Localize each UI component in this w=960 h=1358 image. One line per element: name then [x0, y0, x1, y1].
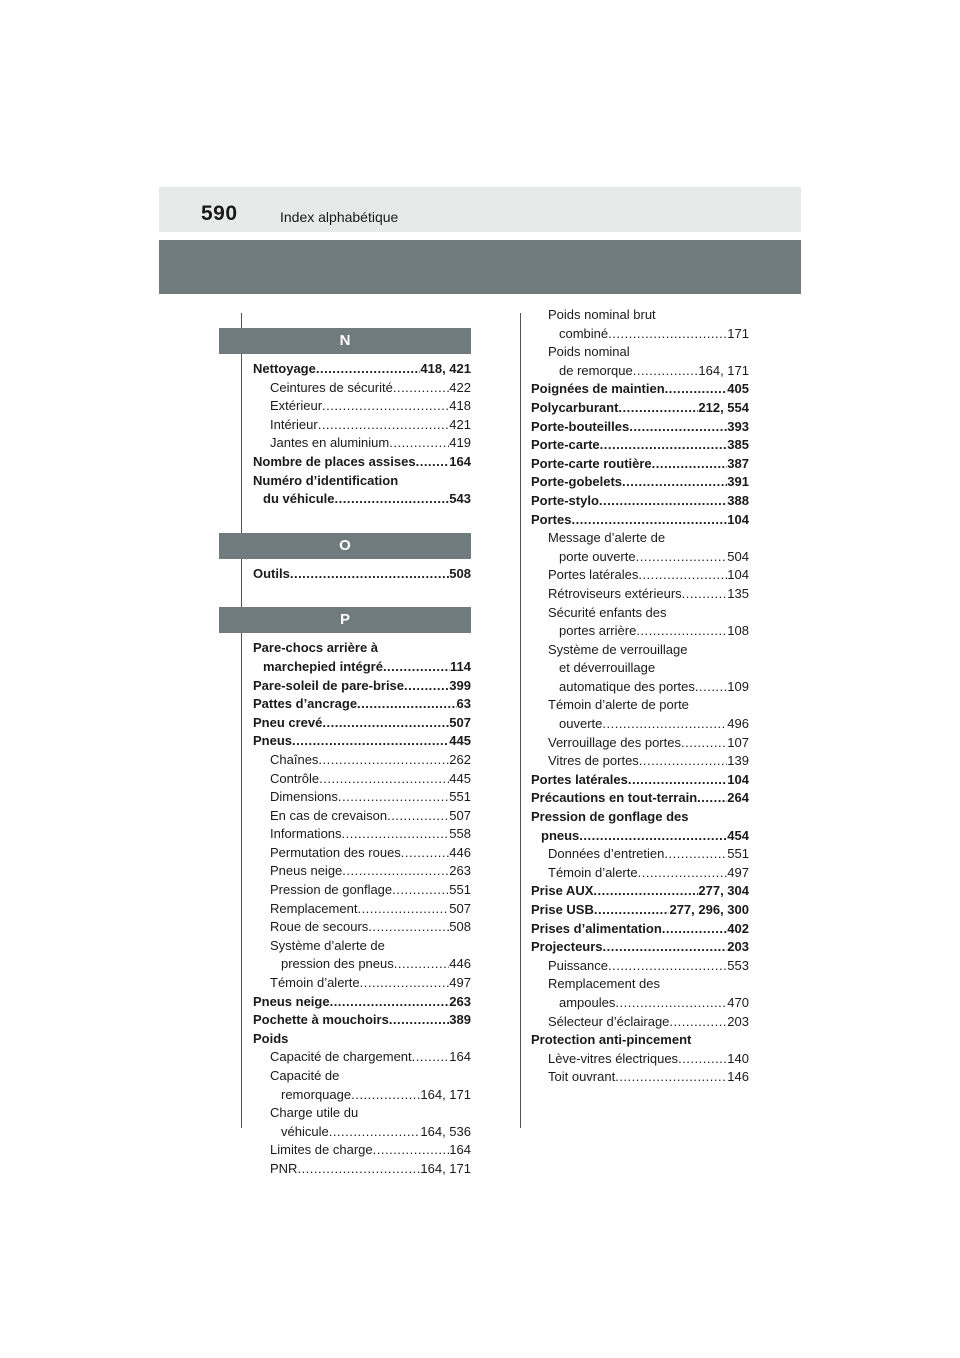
index-entry-page: 507	[449, 900, 471, 916]
leader-dots	[603, 938, 728, 957]
index-entry-label: pneus	[541, 827, 580, 843]
index-entry	[253, 565, 471, 584]
index-entry	[531, 1013, 749, 1032]
index-entry	[253, 788, 471, 807]
leader-dots	[599, 492, 727, 511]
index-entry-page: 418, 421	[420, 361, 471, 376]
index-entry	[253, 807, 471, 826]
index-entry-label: Polycarburant	[531, 399, 619, 415]
index-entry-label: Sélecteur d’éclairage	[548, 1013, 670, 1029]
index-entry	[531, 380, 749, 399]
index-entry-label: Extérieur	[270, 398, 323, 414]
index-entry-heading: Capacité de	[270, 1068, 340, 1083]
index-entry-label: Données d’entretien	[548, 846, 665, 862]
leader-dots	[608, 957, 727, 976]
index-entry-page: 551	[449, 882, 471, 898]
index-entry-heading: Protection anti-pincement	[531, 1032, 692, 1048]
index-entry-page: 277, 296, 300	[669, 902, 749, 917]
index-entry	[531, 827, 749, 846]
index-entry-label: Prise AUX	[531, 883, 594, 899]
leader-dots	[652, 455, 728, 474]
index-entry	[531, 938, 749, 957]
leader-dots	[357, 900, 449, 919]
leader-dots	[695, 678, 727, 697]
leader-dots	[579, 827, 727, 846]
index-entry-page: 504	[727, 548, 749, 564]
index-entry-label: véhicule	[281, 1123, 329, 1139]
index-entry-page: 446	[449, 844, 471, 860]
leader-dots	[608, 325, 727, 344]
index-entry-page: 164, 536	[420, 1123, 471, 1139]
index-entry	[531, 492, 749, 511]
index-entry	[253, 862, 471, 881]
index-entry	[253, 397, 471, 416]
page-number: 590	[201, 202, 238, 225]
leader-dots	[393, 379, 449, 398]
index-entry-label: Pneus neige	[270, 863, 343, 879]
index-entry	[253, 1048, 471, 1067]
index-entry-page: 171	[727, 325, 749, 341]
header-color-band	[159, 240, 801, 294]
leader-dots	[669, 1013, 727, 1032]
leader-dots	[636, 548, 728, 567]
index-entry-page: 164	[449, 1049, 471, 1065]
index-entry-label: Nombre de places assises	[253, 453, 416, 469]
index-entry-label: Prises d’alimentation	[531, 920, 662, 936]
index-entry-label: Rétroviseurs extérieurs	[548, 585, 682, 601]
index-entry-page: 508	[449, 565, 471, 581]
index-entry-label: porte ouverte	[559, 548, 636, 564]
index-entry	[531, 957, 749, 976]
leader-dots	[629, 418, 727, 437]
index-entry-label: Portes	[531, 511, 572, 527]
header-band	[159, 187, 801, 232]
leader-dots	[389, 434, 449, 453]
index-entry	[253, 881, 471, 900]
leader-dots	[319, 770, 449, 789]
leader-dots	[636, 622, 727, 641]
index-entry	[253, 1011, 471, 1030]
index-entry	[253, 844, 471, 863]
index-entry-page: 388	[727, 492, 749, 508]
leader-dots	[394, 955, 450, 974]
index-entry-page: 164, 171	[420, 1086, 471, 1102]
leader-dots	[682, 585, 728, 604]
index-entry-heading: Poids nominal	[548, 344, 630, 360]
index-entry-page: 277, 304	[698, 883, 749, 899]
index-entry	[253, 993, 471, 1012]
index-entry-page: 389	[449, 1012, 471, 1028]
leader-dots	[290, 565, 449, 584]
leader-dots	[681, 734, 727, 753]
index-entry	[531, 325, 749, 344]
index-entry-label: Permutation des roues	[270, 844, 401, 860]
index-entry	[531, 715, 749, 734]
index-entry-label: Chaînes	[270, 751, 319, 767]
index-entry-page: 445	[449, 770, 471, 786]
index-entry	[531, 436, 749, 455]
leader-dots	[622, 473, 727, 492]
index-entry-page: 203	[727, 939, 749, 955]
index-entry-page: 551	[727, 846, 749, 862]
index-entry-page: 507	[449, 714, 471, 730]
column-divider	[520, 313, 521, 1128]
index-entry	[253, 770, 471, 789]
leader-dots	[368, 918, 449, 937]
index-entry	[253, 974, 471, 993]
index-entry	[253, 955, 471, 974]
index-entry	[253, 453, 471, 472]
index-entry	[531, 418, 749, 437]
index-entry-page: 262	[449, 751, 471, 767]
leader-dots	[318, 751, 449, 770]
index-entry-page: 114	[450, 658, 471, 674]
index-entry-page: 405	[727, 381, 749, 397]
index-entry-page: 454	[727, 827, 749, 843]
index-entry-page: 164	[449, 453, 471, 469]
index-entry-label: Jantes en aluminium	[270, 435, 390, 451]
index-entry-page: 497	[449, 975, 471, 991]
index-entry-label: de remorque	[559, 362, 633, 378]
index-entry-page: 445	[449, 733, 471, 749]
index-entry-page: 263	[449, 863, 471, 879]
section-header: P	[219, 607, 471, 633]
index-entry-page: 391	[727, 474, 749, 490]
leader-dots	[338, 788, 449, 807]
index-entry	[531, 511, 749, 530]
index-entry-label: Nettoyage	[253, 361, 316, 376]
index-entry-label: Pneus neige	[253, 993, 330, 1009]
index-entry-label: Poignées de maintien	[531, 381, 665, 397]
index-entry-label: Informations	[270, 826, 342, 842]
leader-dots	[594, 901, 670, 920]
index-entry	[253, 732, 471, 751]
index-entry-label: Pneu crevé	[253, 714, 323, 730]
page-title: Index alphabétique	[280, 209, 399, 225]
section-header: O	[219, 533, 471, 559]
index-entry-label: portes arrière	[559, 623, 637, 639]
index-entry-label: automatique des portes	[559, 678, 695, 694]
leader-dots	[615, 1068, 727, 1087]
index-entry-label: Limites de charge	[270, 1142, 373, 1158]
index-entry	[531, 882, 749, 901]
index-entry-label: Porte-bouteilles	[531, 418, 630, 434]
leader-dots	[318, 416, 450, 435]
index-entry-label: ouverte	[559, 716, 603, 732]
index-entry-label: Intérieur	[270, 416, 318, 432]
index-entry-heading: Système d’alerte de	[270, 937, 385, 953]
index-entry-label: Contrôle	[270, 770, 320, 786]
index-entry-heading: Numéro d’identification	[253, 472, 399, 488]
index-entry-label: Pression de gonflage	[270, 882, 393, 898]
index-entry-page: 422	[449, 379, 471, 395]
index-entry-label: Précautions en tout-terrain	[531, 790, 698, 806]
leader-dots	[664, 845, 727, 864]
index-entry-heading: Poids nominal brut	[548, 307, 656, 322]
leader-dots	[638, 864, 728, 883]
index-entry-label: Vitres de portes	[548, 753, 639, 769]
index-entry-page: 419	[449, 435, 471, 451]
index-entry-label: pression des pneus	[281, 956, 394, 972]
index-entry-label: Prise USB	[531, 902, 594, 917]
leader-dots	[335, 490, 450, 509]
left-column-rule	[241, 313, 242, 1128]
index-entry	[531, 473, 749, 492]
index-entry-label: Porte-stylo	[531, 492, 599, 508]
index-entry	[531, 920, 749, 939]
index-entry-label: du véhicule	[263, 491, 335, 507]
index-entry	[531, 399, 749, 418]
index-entry-page: 508	[449, 919, 471, 935]
index-entry-page: 553	[727, 957, 749, 973]
index-entry	[531, 585, 749, 604]
index-entry-page: 393	[727, 418, 749, 434]
leader-dots	[678, 1050, 727, 1069]
leader-dots	[633, 362, 699, 381]
index-entry	[531, 752, 749, 771]
index-entry-page: 387	[727, 455, 749, 471]
index-entry-page: 385	[727, 437, 749, 453]
index-entry-label: Pattes d’ancrage	[253, 696, 358, 712]
index-entry	[531, 734, 749, 753]
leader-dots	[342, 825, 450, 844]
index-entry-page: 551	[449, 789, 471, 805]
index-entry	[253, 1123, 471, 1142]
index-entry-heading: Remplacement des	[548, 976, 660, 992]
index-entry-page: 470	[727, 994, 749, 1010]
section-header: N	[219, 328, 471, 354]
index-entry	[253, 918, 471, 937]
index-entry-page: 104	[727, 771, 749, 787]
index-entry	[253, 677, 471, 696]
index-entry	[253, 416, 471, 435]
index-entry-label: Ceintures de sécurité	[270, 379, 393, 395]
index-entry-heading: Système de verrouillage	[548, 641, 688, 657]
index-entry-page: 446	[449, 956, 471, 972]
index-entry-page: 109	[727, 678, 749, 694]
leader-dots	[600, 436, 728, 455]
leader-dots	[638, 566, 727, 585]
index-entry-page: 146	[727, 1069, 749, 1085]
leader-dots	[697, 789, 727, 808]
leader-dots	[357, 695, 456, 714]
leader-dots	[662, 920, 728, 939]
index-entry-label: Puissance	[548, 957, 608, 973]
index-entry-label: Porte-gobelets	[531, 474, 623, 490]
index-entry	[531, 1068, 749, 1087]
index-entry-heading: Sécurité enfants des	[548, 604, 667, 620]
index-entry-label: Témoin d’alerte	[270, 975, 360, 991]
index-entry	[253, 1141, 471, 1160]
index-entry	[253, 360, 471, 379]
index-entry-label: Projecteurs	[531, 939, 603, 955]
index-entry	[253, 379, 471, 398]
index-entry-label: Porte-carte routière	[531, 455, 652, 471]
leader-dots	[329, 1123, 421, 1142]
index-entry-label: Témoin d’alerte	[548, 864, 638, 880]
index-entry-label: Dimensions	[270, 789, 338, 805]
index-entry-label: Remplacement	[270, 900, 358, 916]
index-entry-heading: Poids	[253, 1030, 289, 1046]
index-entry-label: remorquage	[281, 1086, 352, 1102]
index-entry	[253, 751, 471, 770]
index-column-right	[531, 306, 749, 1087]
index-entry-page: 164	[449, 1142, 471, 1158]
leader-dots	[387, 807, 449, 826]
index-entry-page: 263	[449, 993, 471, 1009]
index-entry-label: Pneus	[253, 733, 293, 749]
index-entry	[531, 362, 749, 381]
leader-dots	[322, 714, 449, 733]
index-entry-page: 104	[727, 511, 749, 527]
index-entry-page: 203	[727, 1013, 749, 1029]
index-entry-page: 63	[456, 696, 471, 712]
index-entry	[531, 864, 749, 883]
index-entry-page: 543	[449, 491, 471, 507]
index-entry-label: marchepied intégré	[263, 658, 383, 674]
index-entry	[531, 455, 749, 474]
index-entry-label: Verrouillage des portes	[548, 734, 681, 750]
index-entry-page: 164, 171	[698, 362, 749, 378]
leader-dots	[571, 511, 727, 530]
index-column-left	[253, 328, 471, 1179]
leader-dots	[383, 658, 450, 677]
leader-dots	[628, 771, 727, 790]
leader-dots	[330, 993, 450, 1012]
index-entry	[531, 789, 749, 808]
leader-dots	[665, 380, 728, 399]
index-entry	[531, 845, 749, 864]
index-entry-page: 418	[449, 398, 471, 414]
index-entry	[531, 1050, 749, 1069]
index-entry	[531, 678, 749, 697]
index-entry-heading: Charge utile du	[270, 1105, 359, 1121]
index-entry-page: 104	[727, 567, 749, 583]
index-entry	[531, 901, 749, 920]
index-entry-page: 135	[727, 585, 749, 601]
leader-dots	[404, 677, 449, 696]
index-entry-page: 212, 554	[698, 399, 749, 415]
leader-dots	[639, 752, 727, 771]
index-entry	[253, 900, 471, 919]
leader-dots	[392, 881, 449, 900]
index-entry-heading: Message d’alerte de	[548, 530, 666, 546]
leader-dots	[602, 715, 727, 734]
section-header-wrap	[253, 607, 471, 633]
index-entry-label: Outils	[253, 565, 290, 581]
index-entry	[253, 825, 471, 844]
index-entry-page: 140	[727, 1050, 749, 1066]
index-entry-page: 402	[727, 920, 749, 936]
leader-dots	[351, 1086, 420, 1105]
leader-dots	[316, 360, 421, 379]
index-entry-label: ampoules	[559, 994, 616, 1010]
leader-dots	[401, 844, 450, 863]
leader-dots	[297, 1160, 420, 1179]
leader-dots	[615, 994, 727, 1013]
index-entry-page: 421	[449, 416, 471, 432]
index-entry-page: 558	[449, 826, 471, 842]
index-entry-label: Lève-vitres électriques	[548, 1050, 679, 1066]
index-entry-label: Capacité de chargement	[270, 1049, 412, 1065]
index-entry-page: 139	[727, 753, 749, 769]
section-header-wrap	[253, 533, 471, 559]
index-entry	[531, 566, 749, 585]
index-entry	[253, 714, 471, 733]
index-entry-label: Pochette à mouchoirs	[253, 1012, 389, 1028]
leader-dots	[360, 974, 450, 993]
index-entry-page: 507	[449, 807, 471, 823]
leader-dots	[618, 399, 698, 418]
index-entry	[253, 695, 471, 714]
index-entry-label: PNR	[270, 1160, 298, 1176]
index-entry-label: Roue de secours	[270, 919, 369, 935]
index-entry	[253, 490, 471, 509]
index-entry-label: Porte-carte	[531, 437, 600, 453]
index-entry-label: Pare-soleil de pare-brise	[253, 677, 405, 693]
leader-dots	[593, 882, 698, 901]
index-entry	[253, 658, 471, 677]
index-entry-page: 108	[727, 623, 749, 639]
section-header-wrap	[253, 328, 471, 354]
leader-dots	[416, 453, 450, 472]
index-entry-heading: Pression de gonflage des	[531, 809, 689, 825]
index-entry	[531, 994, 749, 1013]
index-entry-heading: Pare-chocs arrière à	[253, 640, 379, 656]
index-entry	[531, 548, 749, 567]
index-entry-heading: et déverrouillage	[559, 660, 656, 676]
index-entry-page: 496	[727, 716, 749, 732]
leader-dots	[389, 1011, 449, 1030]
index-entry-label: combiné	[559, 325, 609, 341]
index-entry	[253, 434, 471, 453]
index-entry-page: 264	[727, 790, 749, 806]
index-entry-label: Portes latérales	[531, 771, 628, 787]
index-entry	[531, 622, 749, 641]
leader-dots	[373, 1141, 450, 1160]
index-entry-page: 164, 171	[420, 1160, 471, 1176]
index-entry	[253, 1160, 471, 1179]
index-entry	[253, 1086, 471, 1105]
leader-dots	[322, 397, 449, 416]
index-entry-label: Portes latérales	[548, 567, 639, 583]
index-entry-heading: Témoin d’alerte de porte	[548, 697, 689, 713]
index-entry-label: Toit ouvrant	[548, 1069, 616, 1085]
index-entry-page: 497	[727, 864, 749, 880]
index-entry	[531, 771, 749, 790]
index-entry-page: 399	[449, 677, 471, 693]
index-entry-label: En cas de crevaison	[270, 807, 388, 823]
leader-dots	[342, 862, 449, 881]
leader-dots	[412, 1048, 450, 1067]
leader-dots	[292, 732, 449, 751]
index-entry-page: 107	[727, 734, 749, 750]
